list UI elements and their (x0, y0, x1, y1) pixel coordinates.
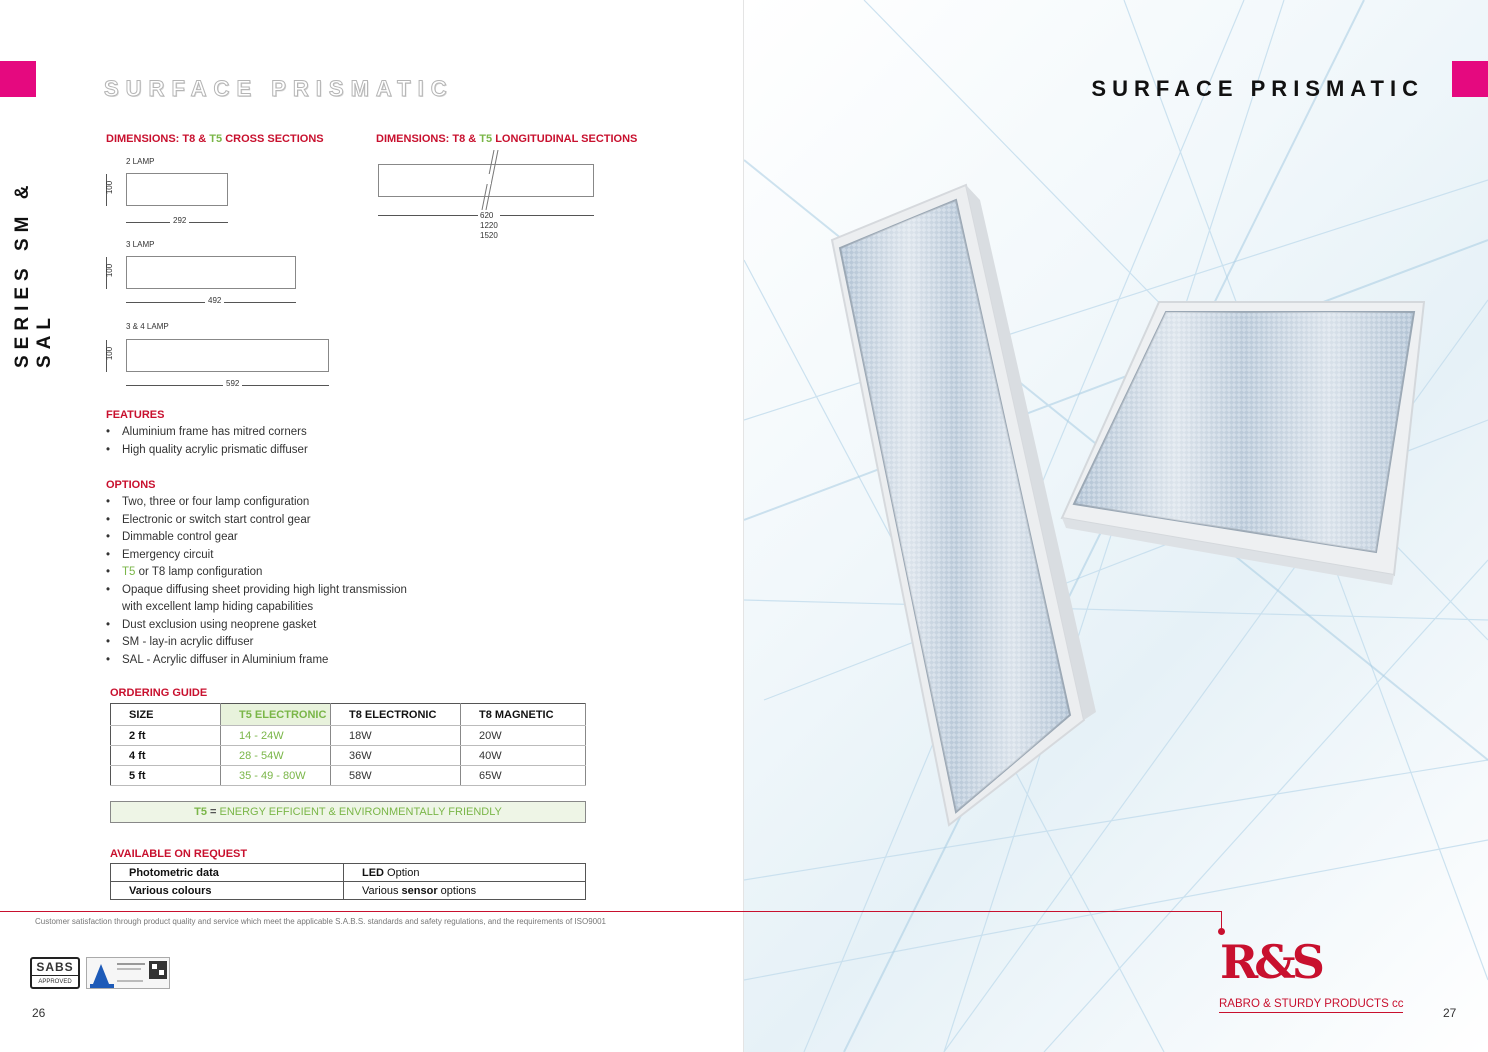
series-label: SERIES SM & SAL (12, 179, 55, 368)
col-t8-electronic: T8 ELECTRONIC (331, 704, 461, 726)
list-item: • SAL - Acrylic diffuser in Aluminium frame (106, 652, 407, 670)
sabs-sub: APPROVED (38, 979, 72, 985)
features-heading: FEATURES (106, 409, 165, 421)
cross-height-3-lamp: 100 (105, 263, 115, 278)
table-row (111, 864, 586, 882)
list-item: • SM - lay-in acrylic diffuser (106, 634, 407, 652)
features-list (106, 424, 308, 459)
sabs-text: SABS (32, 959, 78, 976)
list-item: • Opaque diffusing sheet providing high light transmission (106, 582, 407, 600)
table-row (111, 882, 586, 900)
cell: 20W (461, 726, 586, 746)
cell: 58W (331, 766, 461, 786)
available-table (110, 863, 586, 900)
cell: 2 ft (111, 726, 221, 746)
tuv-logo-icon (87, 958, 171, 990)
list-item: • Emergency circuit (106, 547, 407, 565)
cross-height-2-lamp: 100 (105, 180, 115, 195)
cross-section-3-lamp (126, 256, 296, 289)
longitudinal-lengths (478, 211, 500, 241)
list-item: • Dimmable control gear (106, 529, 407, 547)
right-page (744, 0, 1488, 1052)
cell: 14 - 24W (221, 726, 331, 746)
note-text: ENERGY EFFICIENT & ENVIRONMENTALLY FRIENDLY (216, 806, 502, 818)
cross-section-4-lamp (126, 339, 329, 372)
note-equals: = (206, 806, 217, 818)
col-t8-magnetic: T8 MAGNETIC (461, 704, 586, 726)
footer-rule (0, 911, 1222, 912)
cross-width-4-lamp: 592 (223, 379, 242, 388)
page-number-right: 27 (1443, 1006, 1457, 1020)
cross-height-4-lamp: 100 (105, 346, 115, 361)
cell: 18W (331, 726, 461, 746)
list-item: • High quality acrylic prismatic diffuser (106, 442, 308, 460)
cell: 4 ft (111, 746, 221, 766)
table-row (111, 746, 586, 766)
col-size: SIZE (111, 704, 221, 726)
ordering-table (110, 703, 586, 786)
company-name: RABRO & STURDY PRODUCTS cc (1219, 998, 1403, 1013)
led-bold: LED (362, 866, 384, 879)
cell (344, 882, 586, 900)
cross-label-3-lamp: 3 LAMP (126, 240, 155, 249)
list-item: with excellent lamp hiding capabilities (122, 601, 314, 613)
cell: 40W (461, 746, 586, 766)
cross-width-3-lamp: 492 (205, 296, 224, 305)
magenta-tab-left (0, 61, 36, 97)
cell: Photometric data (111, 864, 344, 882)
right-page-title: SURFACE PRISMATIC (1091, 76, 1424, 101)
cell: 65W (461, 766, 586, 786)
options-list (106, 494, 407, 669)
break-mark-icon (472, 150, 502, 210)
list-item (106, 564, 407, 582)
note-t5: T5 (194, 806, 207, 818)
cell: 28 - 54W (221, 746, 331, 766)
footer-text: Customer satisfaction through product quality and service which meet the applicable S.A.B.S. standards and safety regulations, and the requirements of ISO9001 (35, 917, 606, 926)
cell: Various colours (111, 882, 344, 900)
company-logo: R&S (1220, 935, 1321, 989)
cross-label-2-lamp: 2 LAMP (126, 157, 155, 166)
list-item: • Dust exclusion using neoprene gasket (106, 617, 407, 635)
luminaire-square-image (744, 0, 1488, 1052)
list-item: • Two, three or four lamp configuration (106, 494, 407, 512)
cell: 36W (331, 746, 461, 766)
length-1220: 1220 (480, 221, 498, 230)
cross-section-heading: DIMENSIONS: T8 & T5 CROSS SECTIONS (106, 133, 324, 145)
list-item: • Electronic or switch start control gear (106, 512, 407, 530)
led-rest: Option (384, 866, 420, 879)
page-number-left: 26 (32, 1006, 46, 1020)
available-heading: AVAILABLE ON REQUEST (110, 848, 248, 860)
t5-inline: T5 (122, 566, 136, 578)
energy-note (110, 801, 586, 823)
t8-inline: or T8 lamp configuration (135, 566, 263, 578)
table-row (111, 726, 586, 746)
longitudinal-heading: DIMENSIONS: T8 & T5 LONGITUDINAL SECTIONS (376, 133, 638, 145)
cell (344, 864, 586, 882)
table-row (111, 766, 586, 786)
table-header-row (111, 704, 586, 726)
cross-label-4-lamp: 3 & 4 LAMP (126, 322, 169, 331)
sabs-logo (30, 957, 80, 989)
length-1520: 1520 (480, 231, 498, 240)
sensor-bold: sensor (401, 884, 438, 897)
cell: 35 - 49 - 80W (221, 766, 331, 786)
footer-dot (1218, 928, 1225, 935)
sensor-rest: options (437, 884, 477, 897)
cross-section-2-lamp (126, 173, 228, 206)
col-t5: T5 ELECTRONIC (221, 704, 331, 726)
length-620: 620 (480, 211, 494, 220)
ordering-heading: ORDERING GUIDE (110, 687, 208, 699)
iso-cert-badge (86, 957, 170, 989)
cell: 5 ft (111, 766, 221, 786)
magenta-tab-right (1452, 61, 1488, 97)
cross-width-2-lamp: 292 (170, 216, 189, 225)
options-heading: OPTIONS (106, 479, 156, 491)
sensor-pre: Various (362, 884, 402, 897)
list-item: • Aluminium frame has mitred corners (106, 424, 308, 442)
left-page-title: SURFACE PRISMATIC (104, 76, 454, 101)
